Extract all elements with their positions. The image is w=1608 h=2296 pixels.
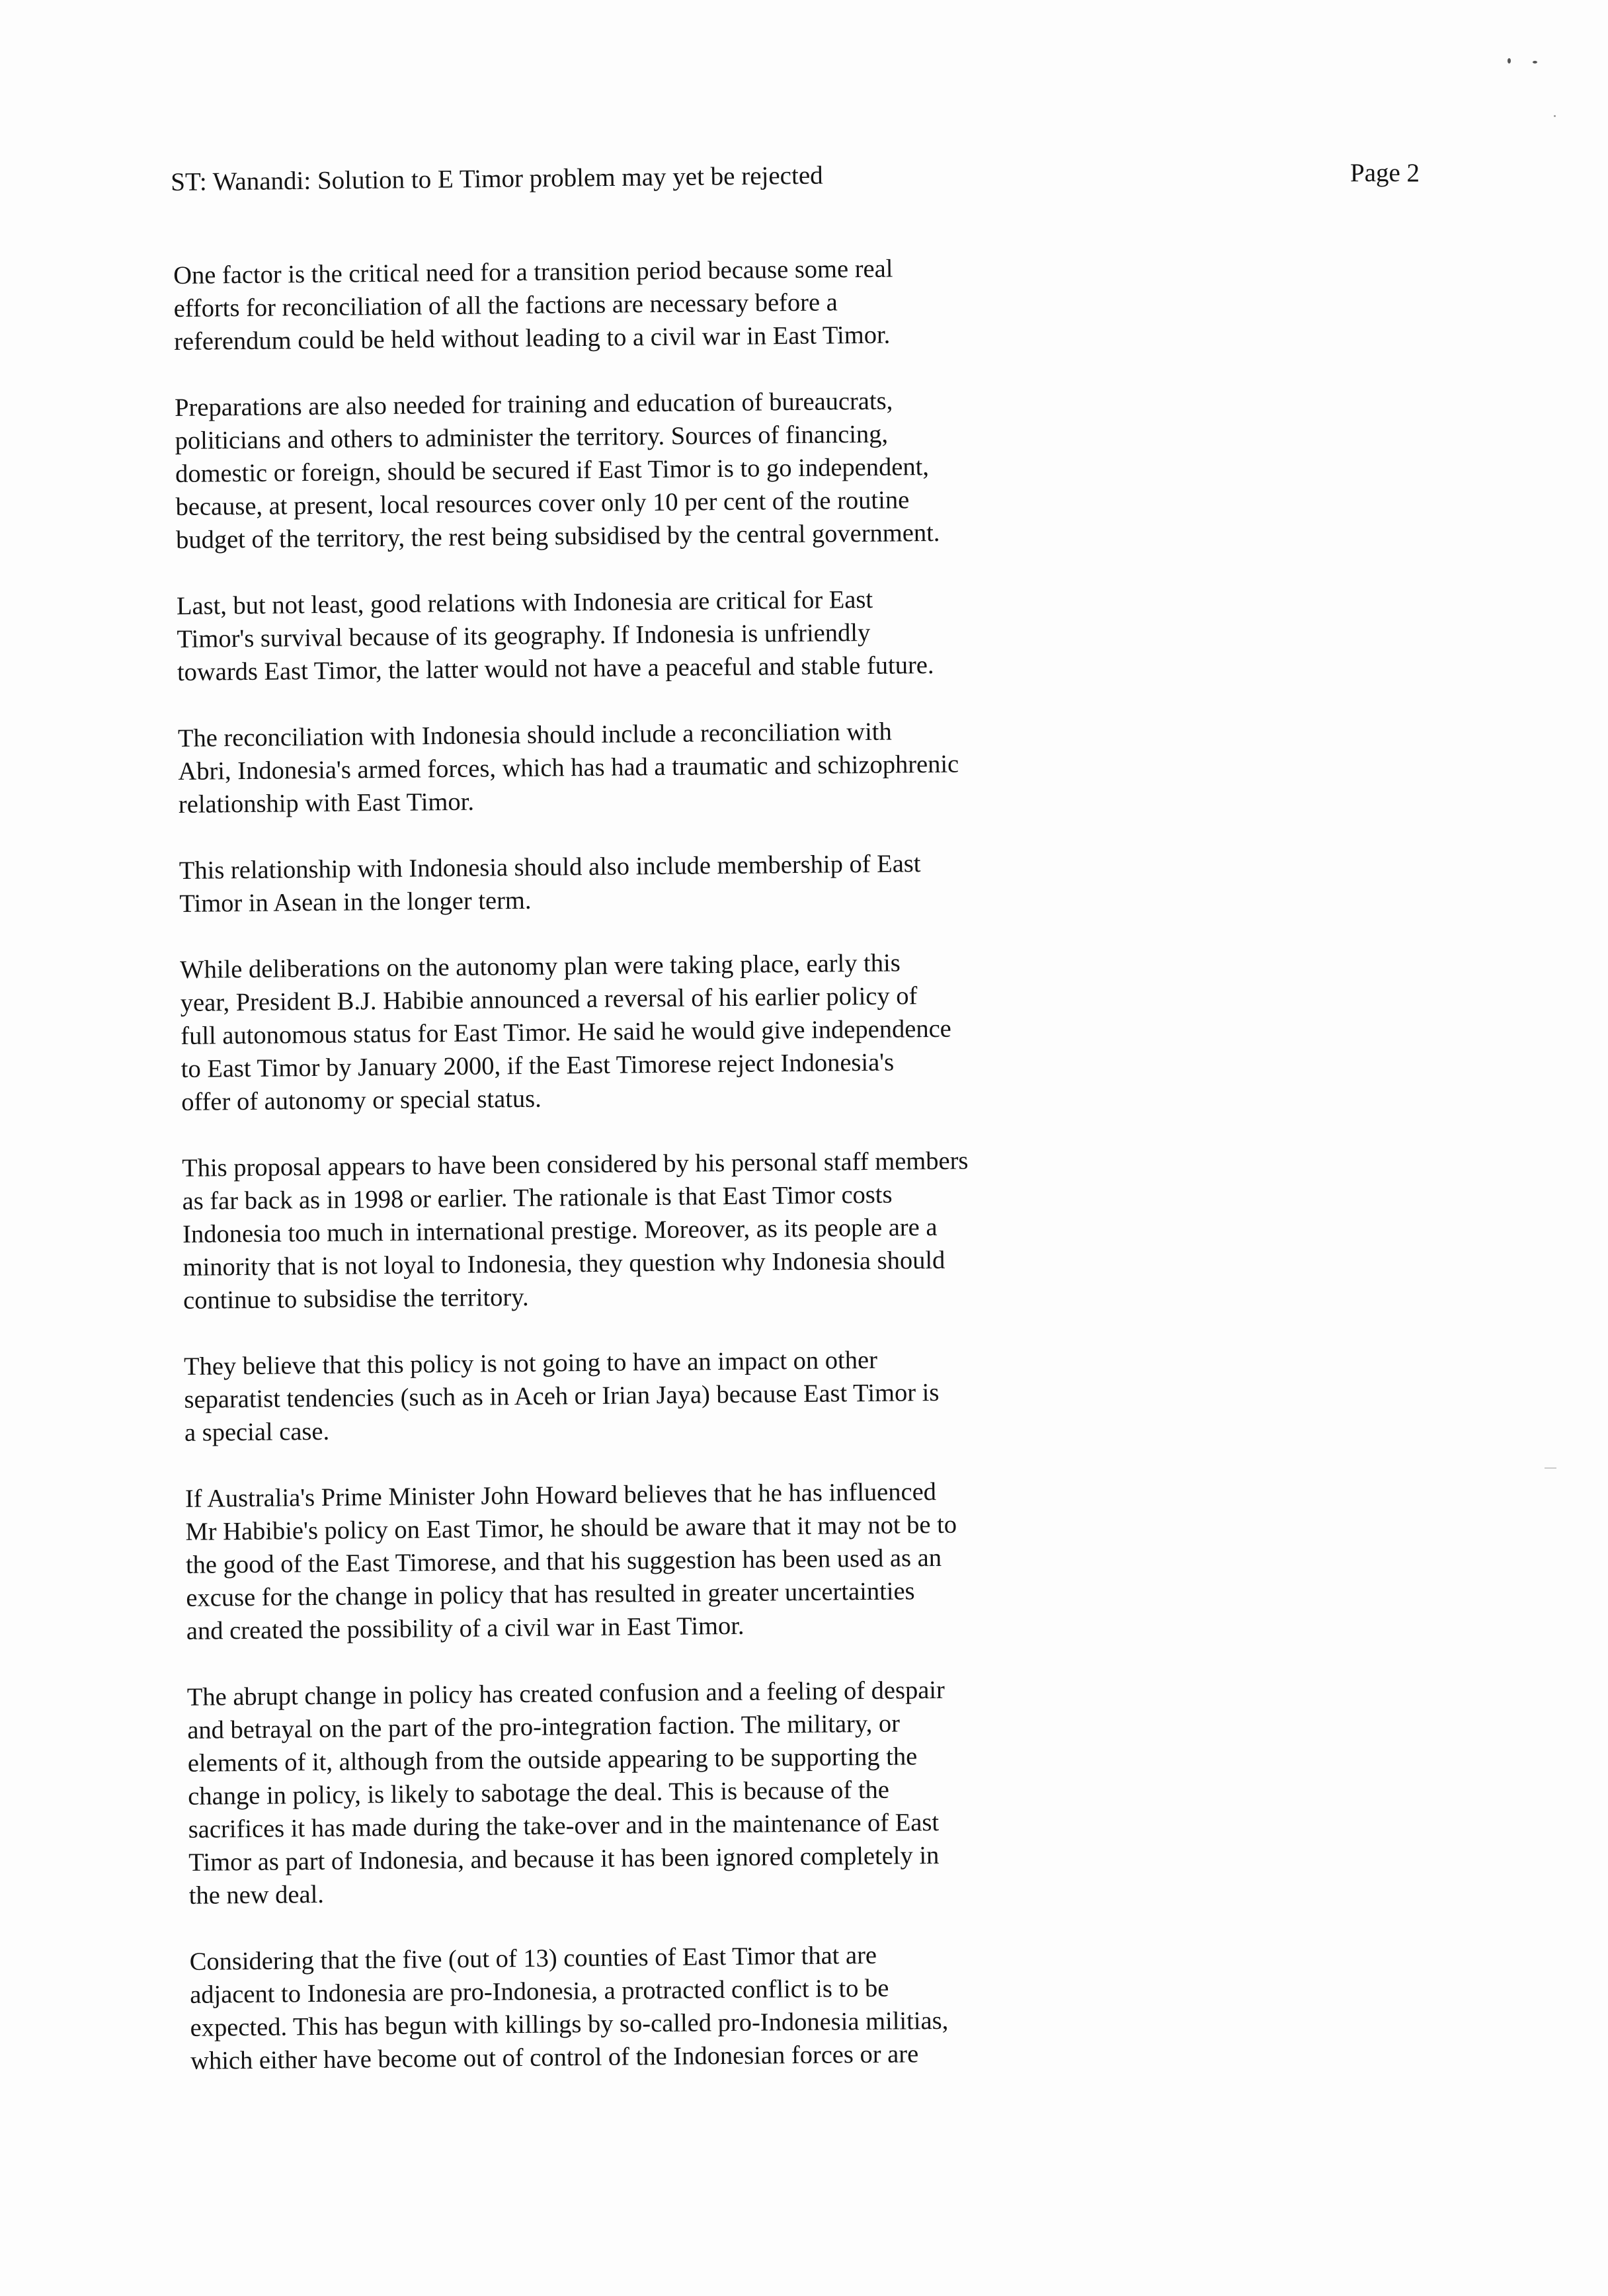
text-line: a special case. [184,1417,330,1447]
scan-speck [1545,1467,1556,1469]
scan-speck [1554,115,1556,117]
text-line: adjacent to Indonesia are pro-Indonesia, a protracted conflict is to be [189,1974,889,2009]
text-line: the new deal. [188,1880,325,1910]
paragraph [175,383,1095,557]
paragraph [185,1474,1106,1648]
text-line: If Australia's Prime Minister John Howard believes that he has influenced [184,1478,937,1513]
text-line: as far back as in 1998 or earlier. The rationale is that East Timor costs [182,1180,893,1215]
text-line: Mr Habibie's policy on East Timor, he should be aware that it may not be to [185,1510,957,1546]
text-line: Preparations are also needed for training and education of bureaucrats, [174,387,893,422]
paragraph [180,945,1100,1119]
text-line: which either have become out of control of the Indonesian forces or are [190,2040,919,2075]
text-line: relationship with East Timor. [178,788,475,819]
text-line: Last, but not least, good relations with Indonesia are critical for East [176,585,873,620]
text-line: elements of it, although from the outside appearing to be supporting the [187,1742,918,1778]
text-line: continue to subsidise the territory. [182,1283,529,1315]
text-line: One factor is the critical need for a transition period because some real [173,255,893,290]
text-line: sacrifices it has made during the take-over and in the maintenance of East [188,1808,940,1844]
text-line: Indonesia too much in international prestige. Moreover, as its people are a [182,1213,938,1249]
text-line: referendum could be held without leading to a civil war in East Timor. [173,321,891,356]
text-line: year, President B.J. Habibie announced a reversal of his earlier policy of [180,982,918,1017]
paragraph [187,1672,1108,1912]
text-line: domestic or foreign, should be secured if East Timor is to go independent, [175,453,930,488]
text-line: While deliberations on the autonomy plan were taking place, early this [180,949,901,984]
text-line: and created the possibility of a civil war in East Timor. [186,1612,744,1645]
text-line: offer of autonomy or special status. [181,1085,542,1116]
text-line: expected. This has begun with killings by so-called pro-Indonesia militias, [190,2006,949,2042]
paragraph [177,581,1096,689]
document-body [173,251,1110,2111]
text-line: The abrupt change in policy has created confusion and a feeling of despair [186,1676,945,1711]
text-line: Timor's survival because of its geography. If Indonesia is unfriendly [177,618,871,653]
text-line: and betrayal on the part of the pro-integration faction. The military, or [187,1709,901,1744]
paragraph [178,714,1098,821]
text-line: budget of the territory, the rest being subsidised by the central government. [175,518,940,554]
text-line: Considering that the five (out of 13) counties of East Timor that are [189,1941,877,1976]
text-line: This relationship with Indonesia should also include membership of East [179,850,921,885]
text-line: to East Timor by January 2000, if the East Timorese reject Indonesia's [181,1048,895,1083]
paragraph [189,1937,1109,2078]
text-line: because, at present, local resources cover only 10 per cent of the routine [175,486,910,521]
scan-speck [1508,58,1511,63]
text-line: the good of the East Timorese, and that his suggestion has been used as an [185,1543,942,1579]
text-line: politicians and others to administer the territory. Sources of financing, [175,420,889,455]
scan-speck [1533,61,1537,63]
paragraph [184,1342,1104,1450]
text-line: They believe that this policy is not going to have an impact on other [183,1346,878,1381]
text-line: This proposal appears to have been considered by his personal staff members [181,1147,969,1182]
document-header-title: ST: Wanandi: Solution to E Timor problem may yet be rejected [171,161,823,196]
text-line: towards East Timor, the latter would not have a peaceful and stable future. [177,651,934,686]
text-line: Abri, Indonesia's armed forces, which has had a traumatic and schizophrenic [178,750,959,786]
text-line: The reconciliation with Indonesia should include a reconciliation with [177,718,892,753]
text-line: efforts for reconciliation of all the factions are necessary before a [173,288,838,323]
text-line: Timor as part of Indonesia, and because it has been ignored completely in [188,1841,940,1877]
text-line: separatist tendencies (such as in Aceh or Irian Jaya) because East Timor is [184,1378,940,1414]
page-number: Page 2 [1350,159,1420,187]
text-line: excuse for the change in policy that has resulted in greater uncertainties [186,1577,915,1612]
text-line: Timor in Asean in the longer term. [179,886,532,918]
paragraph [179,846,1099,921]
paragraph [182,1143,1102,1317]
paragraph [173,251,1093,358]
text-line: full autonomous status for East Timor. He said he would give independence [181,1014,951,1050]
text-line: change in policy, is likely to sabotage the deal. This is because of the [188,1776,890,1811]
text-line: minority that is not loyal to Indonesia, they question why Indonesia should [182,1246,945,1282]
